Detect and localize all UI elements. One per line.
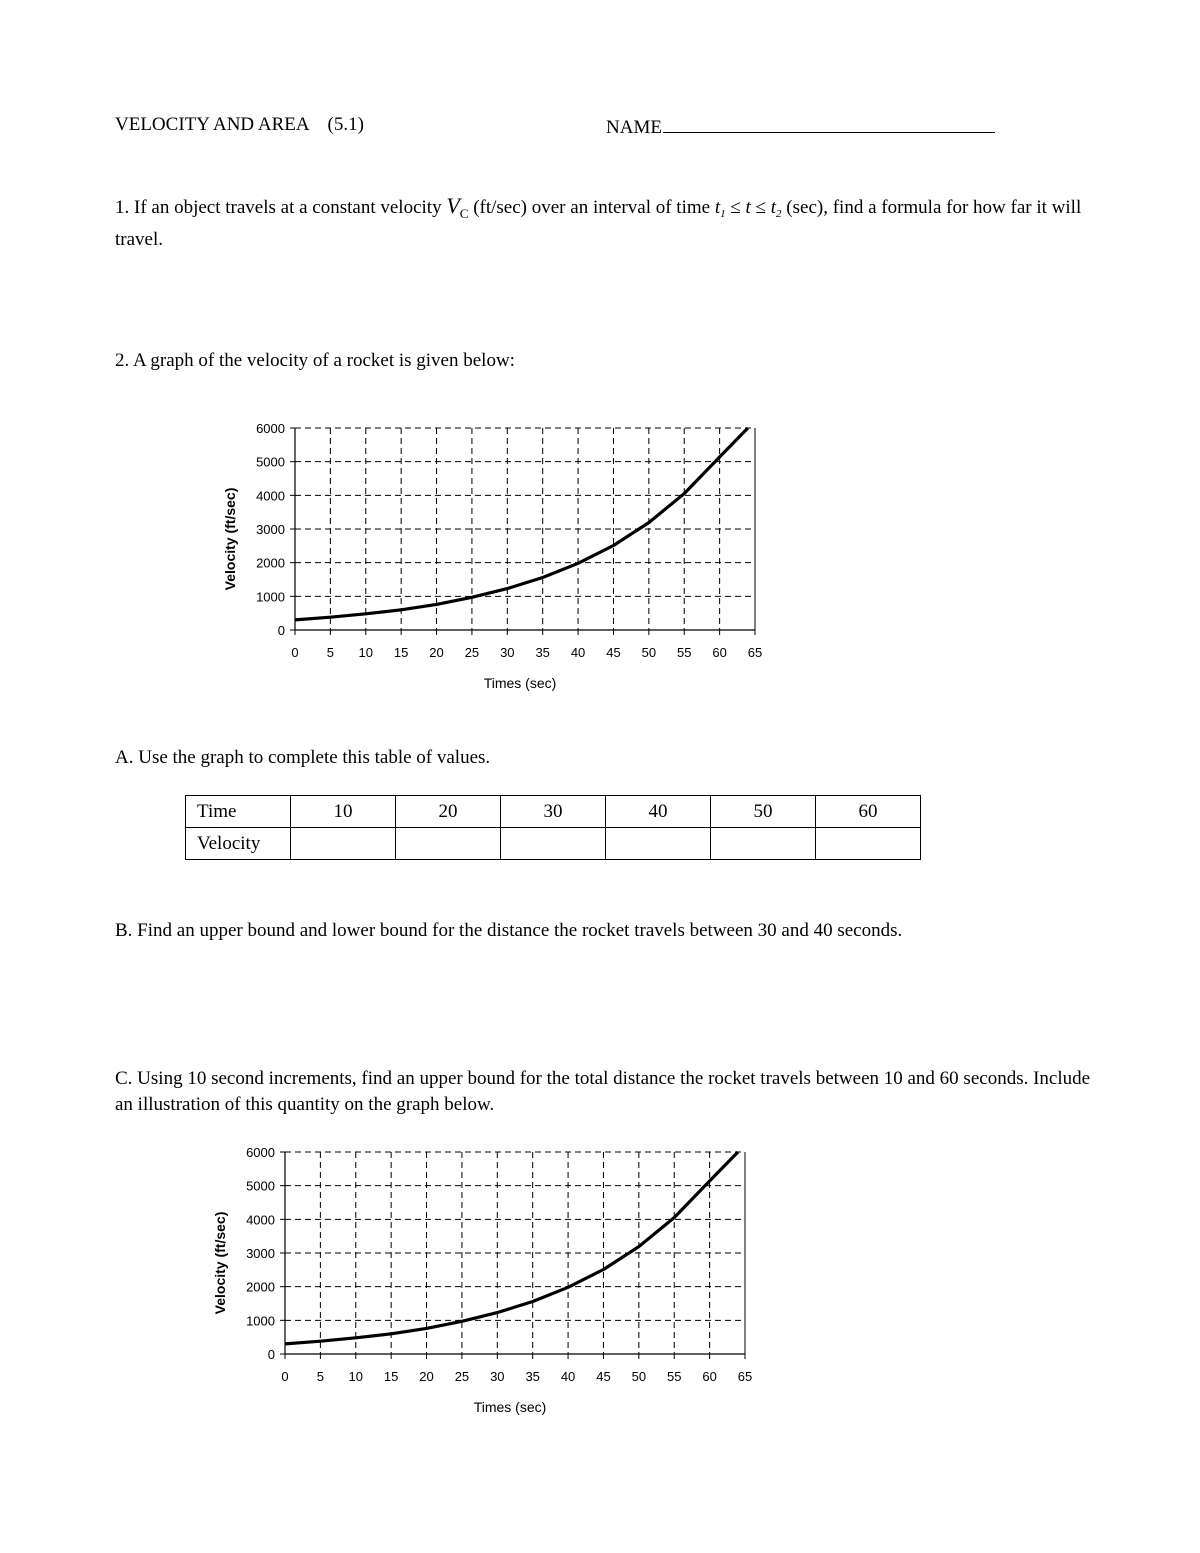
x-tick-label: 30 (490, 1369, 505, 1384)
q1-text-mid: (ft/sec) over an interval of time (468, 197, 715, 218)
t1-symbol: $t_1$ (714, 197, 726, 220)
part-b-prompt: B. Find an upper bound and lower bound for the distance the rocket travels between 30 and 40 seconds. (115, 920, 903, 941)
velocity-answer-cell[interactable] (606, 828, 711, 860)
x-tick-label: 60 (712, 645, 727, 660)
x-axis-title: Times (sec) (483, 675, 557, 691)
x-tick-label: 30 (500, 645, 515, 660)
y-tick-label: 1000 (246, 1313, 275, 1329)
table-row-velocity (186, 828, 921, 860)
y-tick-label: 2000 (256, 555, 285, 571)
x-tick-label: 25 (464, 645, 480, 660)
table-row-time (186, 796, 921, 828)
time-cell: 40 (606, 796, 711, 828)
x-tick-label: 0 (281, 1369, 289, 1384)
x-tick-label: 0 (291, 645, 299, 660)
x-tick-label: 60 (702, 1369, 717, 1384)
y-tick-label: 0 (277, 623, 285, 638)
time-cell: 30 (501, 796, 606, 828)
y-tick-label: 3000 (246, 1246, 275, 1261)
time-cell: 60 (816, 796, 921, 828)
time-cell: 20 (396, 796, 501, 828)
y-tick-label: 3000 (256, 522, 285, 537)
q1-text-start: 1. If an object travels at a constant velocity (115, 197, 447, 218)
velocity-answer-cell[interactable] (816, 828, 921, 860)
x-tick-label: 50 (641, 645, 657, 660)
y-tick-label: 4000 (246, 1212, 275, 1228)
x-tick-label: 50 (631, 1369, 647, 1384)
time-row-label: Time (186, 796, 291, 828)
x-tick-label: 65 (747, 645, 763, 660)
q1-text-end: (sec), find a formula for how far it will travel. (115, 197, 1082, 250)
y-tick-label: 4000 (256, 488, 285, 504)
t-symbol: t (745, 197, 751, 218)
x-tick-label: 40 (560, 1369, 576, 1384)
x-tick-label: 40 (570, 645, 586, 660)
x-tick-label: 15 (383, 1369, 399, 1384)
x-tick-label: 5 (326, 645, 335, 660)
velocity-chart-1 (200, 410, 780, 700)
time-cell: 10 (291, 796, 396, 828)
worksheet-title: VELOCITY AND AREA (5.1) (115, 114, 364, 135)
x-tick-label: 25 (454, 1369, 470, 1384)
x-axis-title: Times (sec) (473, 1399, 547, 1415)
x-tick-label: 55 (666, 1369, 682, 1384)
y-tick-label: 5000 (256, 454, 285, 470)
x-tick-label: 35 (525, 1369, 540, 1384)
velocity-row-label: Velocity (186, 828, 291, 860)
x-tick-label: 10 (358, 645, 374, 660)
question-1: 1. If an object travels at a constant velocity $V_C$ (ft/sec) over an interval of time $t_1 \le t \le t_2$ (sec), find a formula for how far it will travel. (115, 193, 1082, 250)
y-tick-label: 0 (267, 1347, 275, 1362)
name-label: NAME (606, 117, 662, 138)
velocity-answer-cell[interactable] (291, 828, 396, 860)
velocity-symbol: $V_C$ (446, 193, 469, 221)
x-tick-label: 5 (316, 1369, 325, 1384)
x-tick-label: 15 (393, 645, 409, 660)
x-tick-label: 45 (606, 645, 621, 660)
part-a-prompt: A. Use the graph to complete this table of values. (115, 747, 491, 768)
velocity-answer-cell[interactable] (711, 828, 816, 860)
name-field[interactable] (606, 114, 995, 139)
part-c-prompt: C. Using 10 second increments, find an upper bound for the total distance the rocket travels between 10 and 60 seconds. Include an illustration of this quantity on the graph below. (115, 1068, 1091, 1115)
y-axis-title: Velocity (ft/sec) (222, 487, 238, 591)
y-tick-label: 1000 (256, 589, 285, 605)
question-2: 2. A graph of the velocity of a rocket is given below: (115, 350, 515, 371)
y-axis-title: Velocity (ft/sec) (212, 1211, 228, 1315)
x-tick-label: 65 (737, 1369, 753, 1384)
velocity-answer-cell[interactable] (396, 828, 501, 860)
x-tick-label: 20 (429, 645, 444, 660)
t2-symbol: $t_2$ (770, 197, 782, 220)
x-tick-label: 10 (348, 1369, 364, 1384)
x-tick-label: 55 (676, 645, 692, 660)
velocity-curve (285, 1152, 738, 1344)
name-blank-line[interactable] (663, 114, 995, 133)
x-tick-label: 45 (596, 1369, 611, 1384)
y-tick-label: 5000 (246, 1178, 275, 1194)
y-tick-label: 2000 (246, 1279, 275, 1295)
x-tick-label: 35 (535, 645, 550, 660)
velocity-chart-2 (190, 1134, 770, 1424)
values-table (185, 795, 921, 860)
velocity-answer-cell[interactable] (501, 828, 606, 860)
velocity-curve (295, 428, 748, 620)
time-cell: 50 (711, 796, 816, 828)
y-tick-label: 6000 (246, 1145, 275, 1160)
y-tick-label: 6000 (256, 421, 285, 436)
x-tick-label: 20 (419, 1369, 434, 1384)
